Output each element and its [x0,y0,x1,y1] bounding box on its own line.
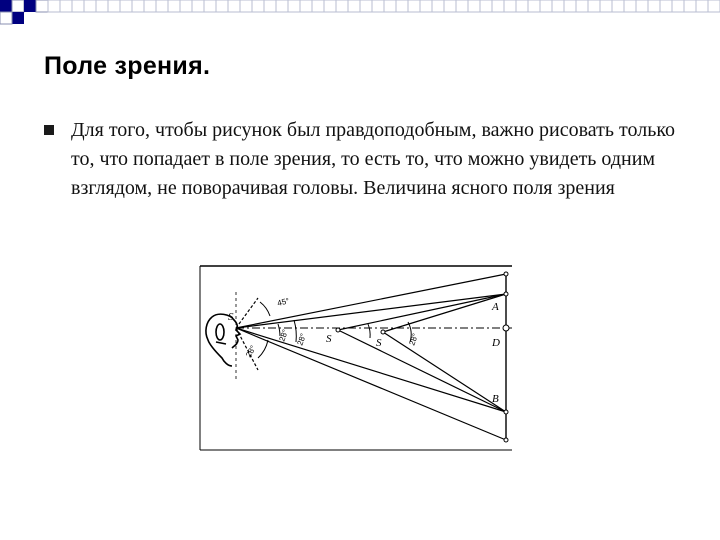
label-s-middle1: S [326,333,332,345]
visual-field-diagram-svg [198,262,516,452]
label-angle-3: 28° [407,332,421,347]
label-b: B [492,393,499,405]
label-a: A [492,301,499,313]
bullet-square-icon [44,125,54,135]
label-angle-1: 28° [277,328,291,343]
slide-title: Поле зрения. [44,52,211,80]
visual-field-diagram [198,262,516,452]
label-angle-bottom: 28° [243,344,258,359]
label-s-middle2: S [376,337,382,349]
corner-decoration [0,0,720,30]
label-angle-top: 45° [276,296,291,308]
label-d: D [492,337,500,349]
label-angle-2: 28° [295,332,309,347]
bullet-text: Для того, чтобы рисунок был правдоподобным, важно рисовать только то, что попадает в поле зрения, то есть то, что можно увидеть одним взглядом, не поворачивая головы. Величина ясного поля зрения [71,119,676,199]
label-s-left: S [228,311,234,323]
